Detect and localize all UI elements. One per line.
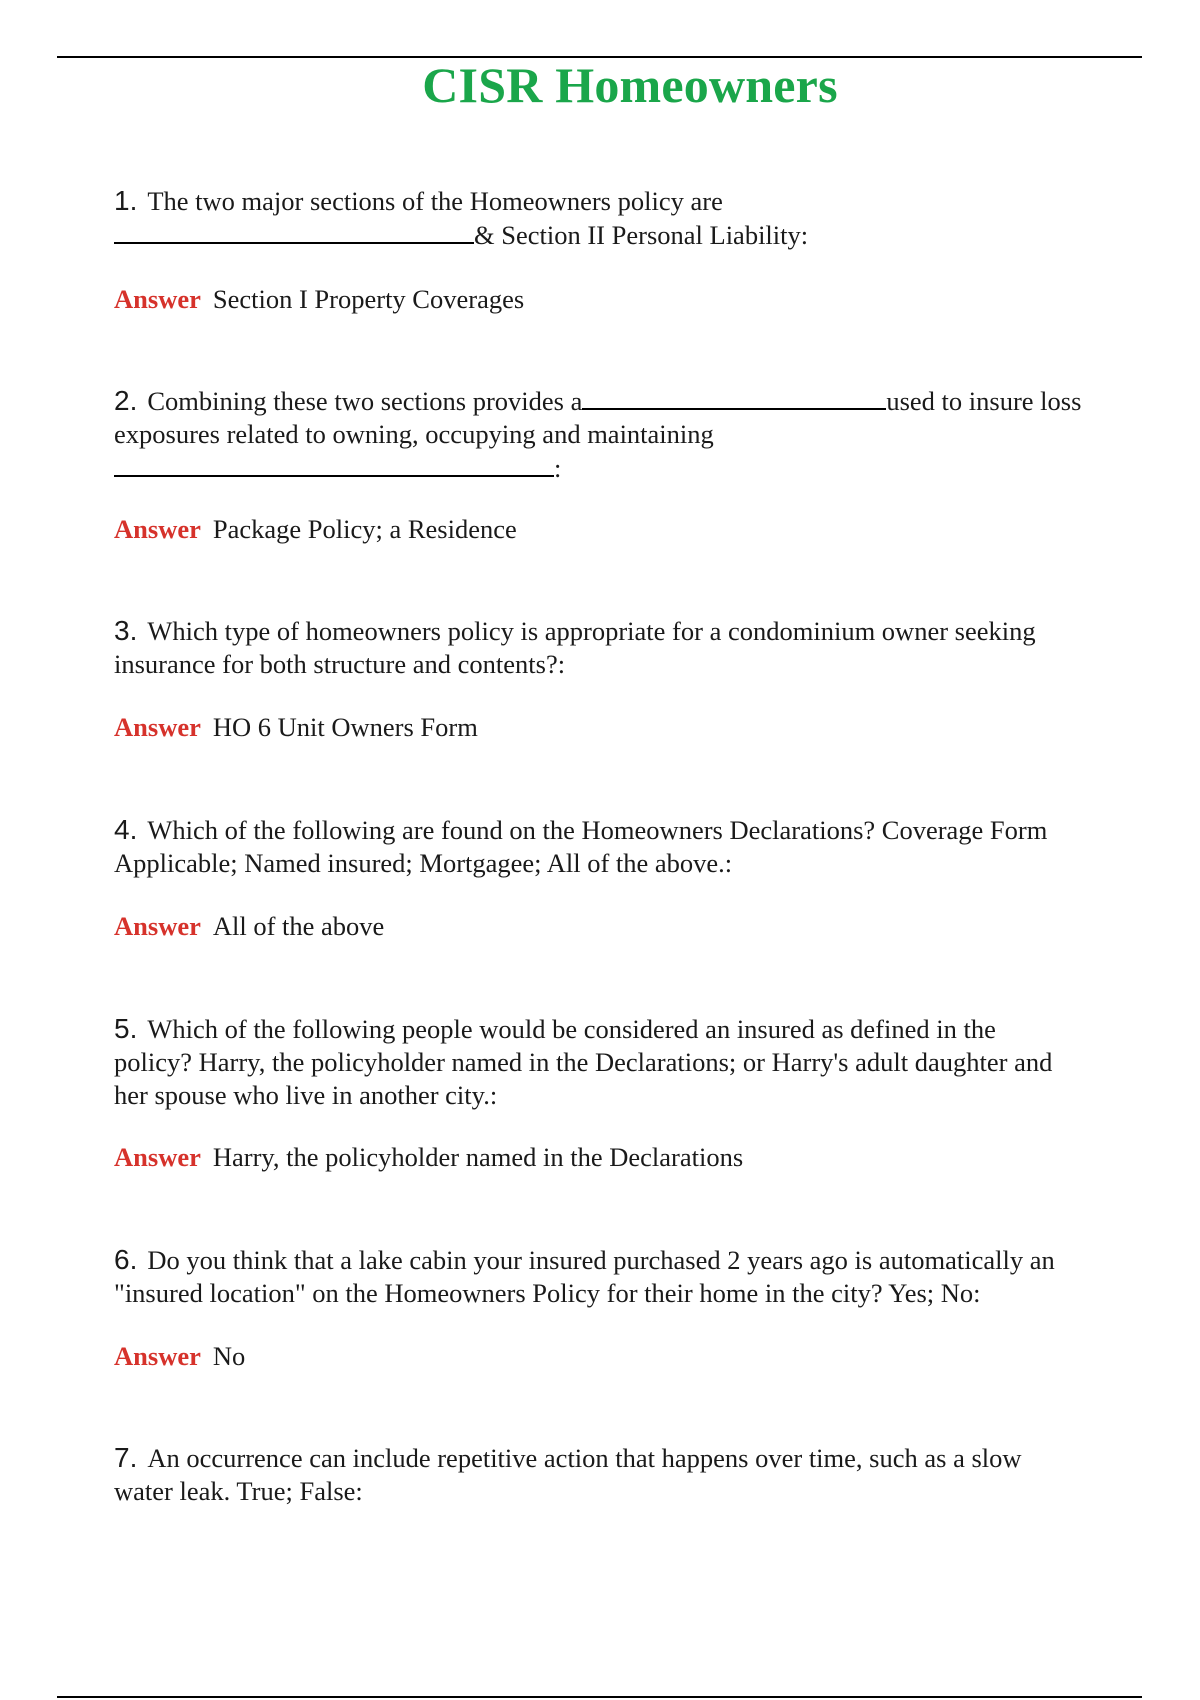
- answer-2: [114, 513, 517, 546]
- question-4-line-2: Applicable; Named insured; Mortgagee; All of the above.:: [114, 848, 733, 878]
- answer-text: Harry, the policyholder named in the Declarations: [212, 1142, 744, 1172]
- fill-in-blank: [582, 384, 886, 410]
- question-5-line-2: policy? Harry, the policyholder named in the Declarations; or Harry's adult daughter and: [114, 1047, 1053, 1077]
- question-text: Which type of homeowners policy is appropriate for a condominium owner seeking: [147, 616, 1036, 646]
- answer-label: Answer: [114, 712, 201, 742]
- fill-in-blank: [114, 218, 474, 244]
- question-number: 6.: [114, 1244, 138, 1275]
- answer-label: Answer: [114, 911, 201, 941]
- question-1-line-1: [114, 184, 1134, 218]
- answer-4: [114, 910, 384, 943]
- question-5: [114, 1012, 1134, 1112]
- fill-in-blank: [114, 451, 554, 477]
- question-1-line-2: [114, 218, 1134, 252]
- question-text: & Section II Personal Liability:: [474, 220, 809, 250]
- question-3: [114, 614, 1134, 681]
- question-7-line-2: water leak. True; False:: [114, 1476, 363, 1506]
- answer-6: [114, 1340, 245, 1373]
- question-number: 7.: [114, 1442, 138, 1473]
- answer-1: [114, 283, 524, 316]
- question-text: Which of the following are found on the Homeowners Declarations? Coverage Form: [147, 815, 1048, 845]
- answer-label: Answer: [114, 1341, 201, 1371]
- question-5-line-3: her spouse who live in another city.:: [114, 1080, 498, 1110]
- question-number: 1.: [114, 185, 138, 216]
- answer-3: [114, 711, 478, 744]
- question-6-line-2: "insured location" on the Homeowners Policy for their home in the city? Yes; No:: [114, 1278, 981, 1308]
- question-2-line-3: [114, 451, 1134, 485]
- answer-text: HO 6 Unit Owners Form: [212, 712, 478, 742]
- question-text: :: [554, 453, 562, 483]
- question-3-line-1: [114, 614, 1134, 648]
- question-7: [114, 1441, 1134, 1508]
- question-5-line-1: [114, 1012, 1134, 1046]
- question-number: 3.: [114, 615, 138, 646]
- page-title: CISR Homeowners: [422, 57, 838, 113]
- question-number: 4.: [114, 814, 138, 845]
- question-2: [114, 384, 1134, 485]
- question-2-line-1: [114, 384, 1134, 418]
- question-text: The two major sections of the Homeowners policy are: [147, 186, 723, 216]
- question-6-line-1: [114, 1243, 1134, 1277]
- question-2-line-2: exposures related to owning, occupying and maintaining: [114, 419, 714, 449]
- answer-text: No: [212, 1341, 246, 1371]
- question-text: Do you think that a lake cabin your insured purchased 2 years ago is automatically an: [147, 1245, 1055, 1275]
- question-7-line-1: [114, 1441, 1134, 1475]
- question-3-line-2: insurance for both structure and contents?:: [114, 649, 566, 679]
- bottom-rule: [57, 1696, 1142, 1698]
- answer-text: Package Policy; a Residence: [212, 514, 517, 544]
- answer-text: All of the above: [212, 911, 385, 941]
- question-text: used to insure loss: [886, 386, 1082, 416]
- question-4: [114, 813, 1134, 880]
- question-text: Which of the following people would be considered an insured as defined in the: [147, 1014, 996, 1044]
- answer-label: Answer: [114, 284, 201, 314]
- question-text: Combining these two sections provides a: [147, 386, 583, 416]
- question-number: 5.: [114, 1013, 138, 1044]
- answer-5: [114, 1141, 743, 1174]
- question-text: An occurrence can include repetitive action that happens over time, such as a slow: [147, 1443, 1022, 1473]
- answer-label: Answer: [114, 1142, 201, 1172]
- answer-label: Answer: [114, 514, 201, 544]
- question-1: [114, 184, 1134, 252]
- answer-text: Section I Property Coverages: [212, 284, 525, 314]
- question-4-line-1: [114, 813, 1134, 847]
- question-6: [114, 1243, 1134, 1310]
- question-number: 2.: [114, 385, 138, 416]
